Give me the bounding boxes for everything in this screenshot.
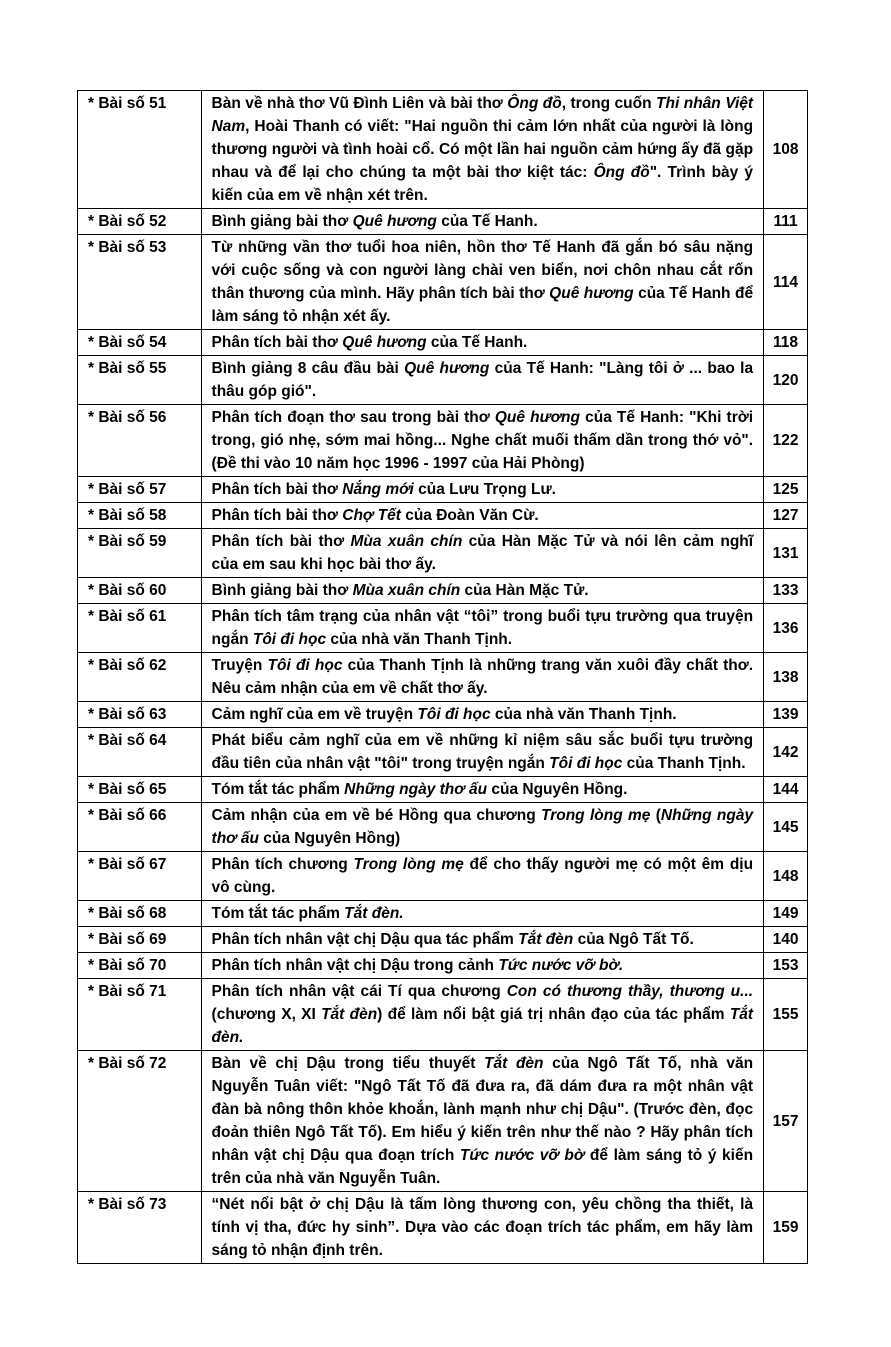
table-row [78,477,808,503]
exercise-label: * Bài số 60 [78,578,202,604]
page-number: 111 [764,209,808,235]
table-row [78,979,808,1051]
page-number: 122 [764,405,808,477]
page-number: 153 [764,953,808,979]
description-text: ". Trình bày ý kiến của em về nhận xét trên. [211,164,754,204]
exercise-description [201,728,764,777]
table-row [78,927,808,953]
exercise-label: * Bài số 61 [78,604,202,653]
page-number: 149 [764,901,808,927]
work-title: Chợ Tết [342,507,401,524]
table-row [78,702,808,728]
exercise-label: * Bài số 63 [78,702,202,728]
table-row [78,653,808,702]
table-row [78,330,808,356]
page-number: 118 [764,330,808,356]
work-title: Tôi đi học [252,631,327,648]
description-text: của Nguyên Hồng. [487,781,628,798]
work-title: Mùa xuân chín [350,533,463,550]
exercise-label: * Bài số 51 [78,91,202,209]
table-row [78,777,808,803]
exercise-label: * Bài số 72 [78,1051,202,1192]
exercise-description [201,578,764,604]
page-number: 157 [764,1051,808,1192]
work-title: Quê hương [342,334,427,351]
work-title: Những ngày thơ ấu [344,781,488,798]
exercise-label: * Bài số 52 [78,209,202,235]
description-text: Phân tích nhân vật chị Dậu trong cảnh [211,957,499,974]
description-text: Từ những vần thơ tuổi hoa niên, hồn thơ Tế Hanh đã gắn bó sâu nặng với cuộc sống và con người làng chài ven biển, nơi chôn nhau cắt rốn thân thương của mình. Hãy phân tích bài thơ [211,239,754,302]
table-row [78,803,808,852]
exercise-label: * Bài số 70 [78,953,202,979]
work-title: Quê hương [352,213,437,230]
exercise-description [201,653,764,702]
toc-body [78,91,808,1264]
description-text: để cho thấy người mẹ có một êm dịu vô cùng. [211,856,754,896]
description-text: Cảm nghĩ của em về truyện [211,706,418,723]
page-number: 138 [764,653,808,702]
table-row [78,356,808,405]
page-number: 145 [764,803,808,852]
page-number: 125 [764,477,808,503]
exercise-description [201,503,764,529]
description-text: “Nét nổi bật ở chị Dậu là tấm lòng thương con, yêu chồng tha thiết, là tính vị tha, đức hy sinh”. Dựa vào các đoạn trích tác phẩm, em hãy làm sáng tỏ nhận định trên. [211,1196,754,1259]
description-text: của Tế Hanh. [426,334,528,351]
table-row [78,405,808,477]
exercise-description [201,235,764,330]
description-text: ( [650,807,661,824]
work-title: Quê hương [404,360,490,377]
work-title: Những ngày thơ ấu [211,807,754,847]
work-title: Ông đồ [593,164,650,181]
exercise-label: * Bài số 55 [78,356,202,405]
description-text: Phát biểu cảm nghĩ của em về những kỉ niệm sâu sắc buổi tựu trường đầu tiên của nhân vật "tôi" trong truyện ngắn [211,732,754,772]
work-title: Tắt đèn [321,1006,378,1023]
description-text: Bàn về chị Dậu trong tiểu thuyết [211,1055,485,1072]
page-number: 140 [764,927,808,953]
exercise-label: * Bài số 71 [78,979,202,1051]
work-title: Tắt đèn [518,931,574,948]
table-row [78,901,808,927]
description-text: Bàn về nhà thơ Vũ Đình Liên và bài thơ [211,95,508,112]
description-text: Tóm tắt tác phẩm [211,781,345,798]
table-row [78,1051,808,1192]
description-text: Truyện [211,657,268,674]
work-title: Ông đồ [507,95,562,112]
exercise-description [201,356,764,405]
description-text: Phân tích nhân vật chị Dậu qua tác phẩm [211,931,519,948]
table-row [78,1192,808,1264]
exercise-description [201,477,764,503]
work-title: Nắng mới [342,481,414,498]
table-row [78,852,808,901]
page-number: 133 [764,578,808,604]
table-row [78,953,808,979]
description-text: Phân tích chương [211,856,354,873]
exercise-label: * Bài số 67 [78,852,202,901]
table-row [78,728,808,777]
page-number: 108 [764,91,808,209]
work-title: Tôi đi học [417,706,491,723]
table-row [78,529,808,578]
description-text: Tóm tắt tác phẩm [211,905,345,922]
exercise-label: * Bài số 69 [78,927,202,953]
page-number: 120 [764,356,808,405]
page-number: 127 [764,503,808,529]
description-text: của Thanh Tịnh là những trang văn xuôi đầy chất thơ. Nêu cảm nhận của em về chất thơ ấy. [211,657,754,697]
table-row [78,503,808,529]
description-text: Phân tích đoạn thơ sau trong bài thơ [211,409,495,426]
exercise-description [201,209,764,235]
description-text: của Tế Hanh để làm sáng tỏ nhận xét ấy. [211,285,754,325]
page-number: 139 [764,702,808,728]
page-number: 144 [764,777,808,803]
description-text: Phân tích nhân vật cái Tí qua chương [211,983,507,1000]
work-title: Tắt đèn. [344,905,404,922]
exercise-description [201,702,764,728]
description-text: Bình giảng bài thơ [211,582,353,599]
description-text: Cảm nhận của em về bé Hồng qua chương [211,807,541,824]
description-text: của Thanh Tịnh. [622,755,746,772]
description-text: , trong cuốn [561,95,657,112]
work-title: Tôi đi học [549,755,623,772]
page-number: 142 [764,728,808,777]
description-text: Bình giảng bài thơ [211,213,353,230]
exercise-label: * Bài số 62 [78,653,202,702]
description-text: của Hàn Mặc Tử. [460,582,589,599]
work-title: Trong lòng mẹ [353,856,464,873]
exercise-description [201,953,764,979]
exercise-description [201,330,764,356]
work-title: Tức nước vỡ bờ [459,1147,585,1164]
exercise-description [201,777,764,803]
description-text: của Ngô Tất Tố, nhà văn Nguyễn Tuân viết: "Ngô Tất Tố đã đưa ra, đã dám đưa ra một nhân vật đàn bà nông thôn khỏe khoắn, lành mạnh như chị Dậu". (Trước đèn, đọc đoản thiên Ngô Tất Tố). Em hiểu ý kiến trên như thế nào ? Hãy phân tích nhân vật chị Dậu qua đoạn trích [211,1055,754,1164]
description-text: của Nguyên Hồng) [258,830,401,847]
work-title: Mùa xuân chín [352,582,461,599]
table-row [78,604,808,653]
exercise-description [201,91,764,209]
work-title: Tắt đèn. [211,1006,754,1046]
description-text: của Tế Hanh. [436,213,538,230]
exercise-label: * Bài số 56 [78,405,202,477]
exercise-description [201,927,764,953]
exercise-label: * Bài số 59 [78,529,202,578]
exercise-label: * Bài số 53 [78,235,202,330]
exercise-description [201,803,764,852]
description-text: Phân tích bài thơ [211,533,351,550]
page-number: 159 [764,1192,808,1264]
page-number: 148 [764,852,808,901]
exercise-description [201,901,764,927]
exercise-label: * Bài số 73 [78,1192,202,1264]
work-title: Quê hương [549,285,634,302]
work-title: Thi nhân Việt Nam [211,95,754,135]
exercise-label: * Bài số 68 [78,901,202,927]
description-text: của Tế Hanh: "Làng tôi ở ... bao la thâu góp gió". [211,360,754,400]
exercise-description [201,979,764,1051]
description-text: Phân tích bài thơ [211,334,343,351]
description-text: của nhà văn Thanh Tịnh. [326,631,513,648]
work-title: Quê hương [494,409,580,426]
description-text: của Hàn Mặc Tử và nói lên cảm nghĩ của em sau khi học bài thơ ấy. [211,533,754,573]
work-title: Tắt đèn [484,1055,544,1072]
description-text: để làm sáng tỏ ý kiến trên của nhà văn Nguyễn Tuân. [211,1147,754,1187]
exercise-label: * Bài số 66 [78,803,202,852]
exercise-label: * Bài số 58 [78,503,202,529]
work-title: Tôi đi học [267,657,343,674]
table-row [78,235,808,330]
page-number: 155 [764,979,808,1051]
exercise-description [201,852,764,901]
work-title: Con có thương thầy, thương u... [506,983,754,1000]
page-number: 114 [764,235,808,330]
exercise-description [201,1051,764,1192]
description-text: (chương X, XI [211,1006,322,1023]
description-text: của Đoàn Văn Cừ. [400,507,539,524]
exercise-description [201,1192,764,1264]
exercise-label: * Bài số 57 [78,477,202,503]
exercise-label: * Bài số 64 [78,728,202,777]
description-text: Phân tích tâm trạng của nhân vật “tôi” trong buổi tựu trường qua truyện ngắn [211,608,754,648]
description-text: của Lưu Trọng Lư. [413,481,556,498]
page-number: 131 [764,529,808,578]
description-text: ) để làm nổi bật giá trị nhân đạo của tác phẩm [377,1006,730,1023]
page-number: 136 [764,604,808,653]
description-text: của Ngô Tất Tố. [573,931,694,948]
description-text: Phân tích bài thơ [211,507,343,524]
description-text: Bình giảng 8 câu đầu bài [211,360,405,377]
work-title: Trong lòng mẹ [541,807,651,824]
exercise-label: * Bài số 54 [78,330,202,356]
exercise-description [201,604,764,653]
table-of-contents [77,90,808,1264]
exercise-label: * Bài số 65 [78,777,202,803]
description-text: của nhà văn Thanh Tịnh. [490,706,677,723]
table-row [78,209,808,235]
table-row [78,91,808,209]
exercise-description [201,405,764,477]
description-text: , Hoài Thanh có viết: "Hai nguồn thi cảm lớn nhất của người là lòng thương người và tình hoài cổ. Có một lần hai nguồn cảm hứng ấy đã gặp nhau và để lại cho chúng ta một bài thơ kiệt tác: [211,118,754,181]
description-text: Phân tích bài thơ [211,481,343,498]
exercise-description [201,529,764,578]
description-text: của Tế Hanh: "Khi trời trong, gió nhẹ, sớm mai hồng... Nghe chất muối thấm dần trong thớ vỏ". (Đề thi vào 10 năm học 1996 - 1997 của Hải Phòng) [211,409,754,472]
table-row [78,578,808,604]
work-title: Tức nước vỡ bờ. [498,957,624,974]
